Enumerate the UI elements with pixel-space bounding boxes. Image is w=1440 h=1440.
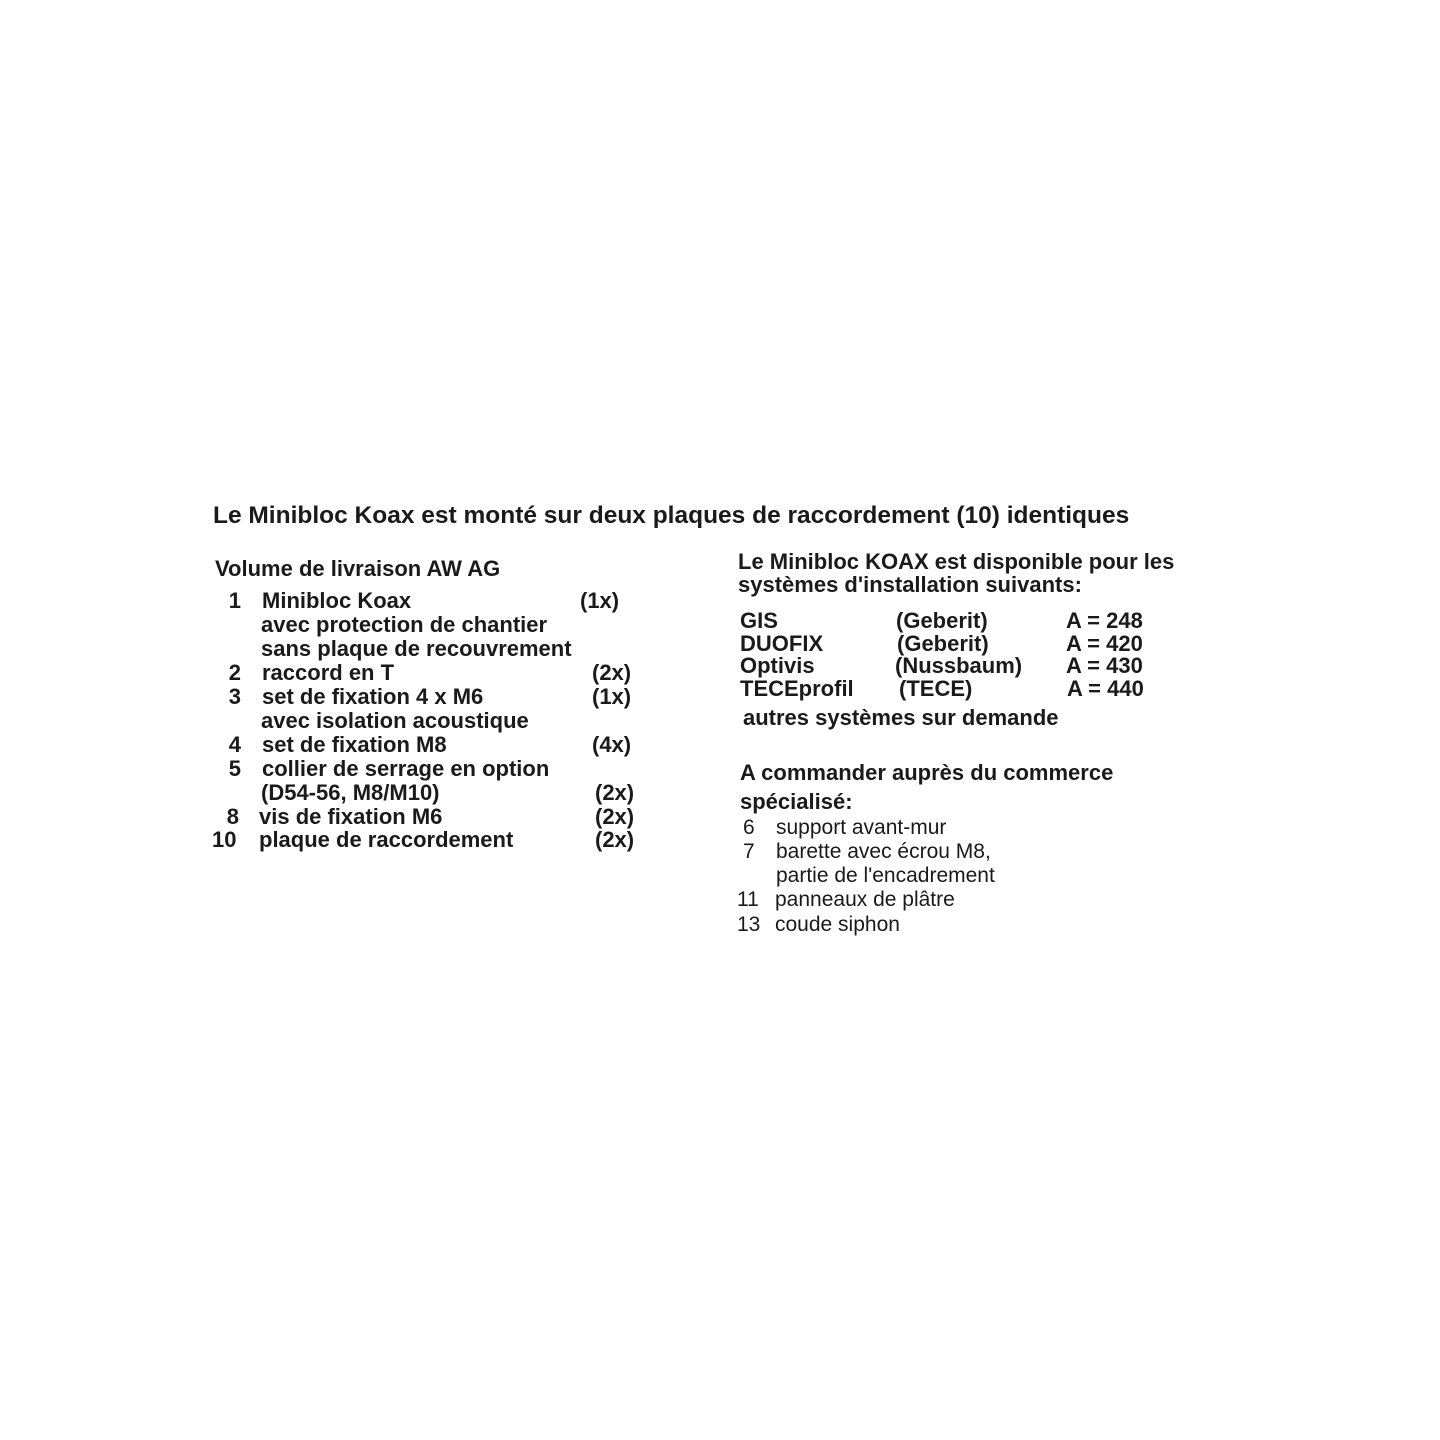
availability-heading-line: systèmes d'installation suivants: xyxy=(738,572,1082,597)
order-heading xyxy=(740,758,1113,816)
item-label: set de fixation M8 xyxy=(262,732,447,757)
system-maker: (Geberit) xyxy=(896,608,988,633)
system-name: TECEprofil xyxy=(740,676,854,701)
item-quantity: (2x) xyxy=(595,804,635,829)
order-heading-line: spécialisé: xyxy=(740,789,853,814)
system-value: A = 440 xyxy=(1067,676,1144,701)
order-item-label-line: partie de l'encadrement xyxy=(776,864,995,887)
system-maker: (Nussbaum) xyxy=(895,653,1023,678)
availability-note: autres systèmes sur demande xyxy=(743,705,1059,730)
item-label-line: (D54-56, M8/M10) xyxy=(261,780,440,805)
item-quantity: (2x) xyxy=(595,780,635,805)
item-number: 4 xyxy=(228,732,241,757)
item-quantity: (2x) xyxy=(595,827,635,852)
order-item-number: 13 xyxy=(737,913,761,936)
system-maker: (TECE) xyxy=(899,676,973,701)
item-quantity: (1x) xyxy=(580,588,620,613)
system-maker: (Geberit) xyxy=(897,631,989,656)
delivery-heading: Volume de livraison AW AG xyxy=(215,556,501,581)
order-item-number: 7 xyxy=(743,840,755,863)
system-value: A = 430 xyxy=(1066,653,1143,678)
item-number: 5 xyxy=(228,756,241,781)
item-number: 8 xyxy=(226,804,239,829)
item-label: plaque de raccordement xyxy=(259,827,514,852)
item-label: set de fixation 4 x M6 xyxy=(262,684,484,709)
item-label: collier de serrage en option xyxy=(262,756,550,781)
order-item-number: 11 xyxy=(737,888,759,911)
order-item-number: 6 xyxy=(743,816,755,839)
system-name: GIS xyxy=(740,608,778,633)
item-label: vis de fixation M6 xyxy=(259,804,443,829)
item-number: 3 xyxy=(228,684,241,709)
item-number: 10 xyxy=(212,827,237,852)
order-heading-line: A commander auprès du commerce xyxy=(740,760,1114,785)
order-item-label: support avant-mur xyxy=(776,816,947,839)
item-quantity: (4x) xyxy=(592,732,632,757)
order-item-label: coude siphon xyxy=(775,913,900,936)
item-label-line: avec protection de chantier xyxy=(261,612,548,637)
item-number: 1 xyxy=(228,588,241,613)
item-label-line: sans plaque de recouvrement xyxy=(261,636,572,661)
system-name: Optivis xyxy=(740,653,815,678)
system-value: A = 248 xyxy=(1066,608,1143,633)
item-label: raccord en T xyxy=(262,660,395,685)
page-title: Le Minibloc Koax est monté sur deux plaques de raccordement (10) identiques xyxy=(213,502,1130,529)
order-item-label: barette avec écrou M8, xyxy=(776,840,991,863)
item-label: Minibloc Koax xyxy=(262,588,412,613)
item-number: 2 xyxy=(228,660,241,685)
item-label-line: avec isolation acoustique xyxy=(261,708,529,733)
availability-heading xyxy=(738,550,1174,596)
item-quantity: (2x) xyxy=(592,660,632,685)
order-item-label: panneaux de plâtre xyxy=(775,888,955,911)
system-name: DUOFIX xyxy=(740,631,824,656)
system-value: A = 420 xyxy=(1066,631,1143,656)
item-quantity: (1x) xyxy=(592,684,632,709)
availability-heading-line: Le Minibloc KOAX est disponible pour les xyxy=(738,549,1175,574)
